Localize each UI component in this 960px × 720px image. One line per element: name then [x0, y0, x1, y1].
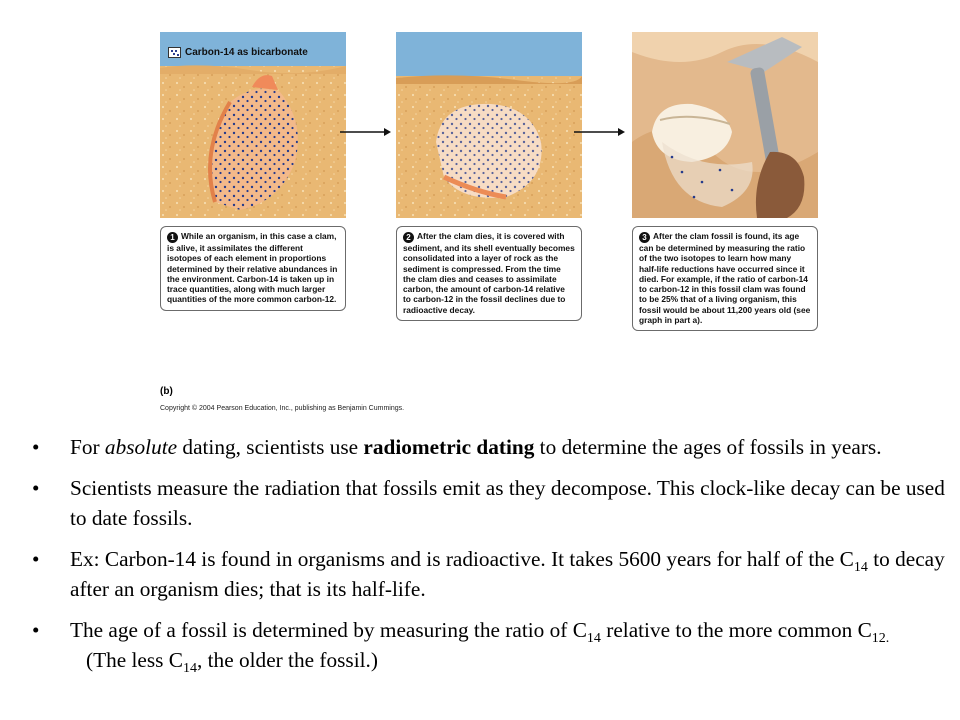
text: Ex: Carbon-14 is found in organisms and is radioactive. It takes 5600 years for half of the C [70, 547, 854, 571]
panel-2-buried-clam [396, 32, 582, 218]
bullet-radiation-decay [28, 473, 954, 533]
figure-copyright: Copyright © 2004 Pearson Education, Inc., publishing as Benjamin Cummings. [160, 405, 405, 412]
text: , the older the fossil.) [196, 648, 378, 672]
subscript: 14 [586, 631, 601, 646]
text: dating, scientists use [177, 435, 364, 459]
bullet-list [28, 432, 954, 686]
subscript: 14 [182, 661, 197, 676]
step-text: While an organism, in this case a clam, is alive, it assimilates the different isotopes of each element in proportions determined by their relative abundances in the environment. Carbon-14 is taken up in trace quantities, along with much larger quantities of the more common carbon-12. [167, 231, 338, 305]
step-number-badge: 3 [639, 232, 650, 243]
text: The age of a fossil is determined by measuring the ratio of C [70, 618, 587, 642]
step-text: After the clam fossil is found, its age can be determined by measuring the ratio of the two isotopes to learn how many half-life reductions have occurred since it died. For example, if the ratio of carbon-14 to carbon-12 in this fossil clam was found to be 25% that of a living organism, this fossil would be about 11,200 years old (see graph in part a). [639, 231, 811, 326]
arrow-right-icon [340, 127, 392, 137]
text: relative to the more common C [600, 618, 872, 642]
carbon14-dot-icon [168, 47, 181, 58]
step-number-badge: 1 [167, 232, 178, 243]
text: For [70, 435, 105, 459]
arrow-right-icon [574, 127, 626, 137]
bullet-carbon14-halflife [28, 544, 954, 604]
legend-text: Carbon-14 as bicarbonate [185, 47, 308, 58]
step-1-caption [160, 226, 346, 311]
subscript: 14 [853, 560, 868, 575]
panel-1-living-clam [160, 32, 346, 218]
step-number-badge: 2 [403, 232, 414, 243]
carbon14-legend [168, 47, 308, 58]
text: to decay after an organism dies; that is its half-life. [70, 547, 945, 601]
panel-3-fossil-found [632, 32, 818, 218]
subscript: 12. [871, 631, 890, 646]
step-2-caption [396, 226, 582, 321]
bold-term: radiometric dating [363, 435, 535, 459]
text: to determine the ages of fossils in years. [534, 435, 882, 459]
radiometric-dating-figure [150, 24, 830, 419]
emphasis-text: absolute [104, 435, 178, 459]
figure-part-label: (b) [160, 386, 173, 397]
step-text: After the clam dies, it is covered with sediment, and its shell eventually becomes consolidated into a layer of rock as the sediment is compressed. From the time the clam dies and ceases to assimilate carbon, the amount of carbon-14 relative to carbon-12 in the fossil declines due to radioactive decay. [403, 231, 575, 315]
bullet-ratio-age [28, 615, 954, 675]
text: Scientists measure the radiation that fossils emit as they decompose. This clock-like decay can be used to date fossils. [70, 476, 945, 530]
text: (The less C [70, 648, 183, 672]
step-3-caption [632, 226, 818, 331]
bullet-absolute-dating [28, 432, 954, 462]
